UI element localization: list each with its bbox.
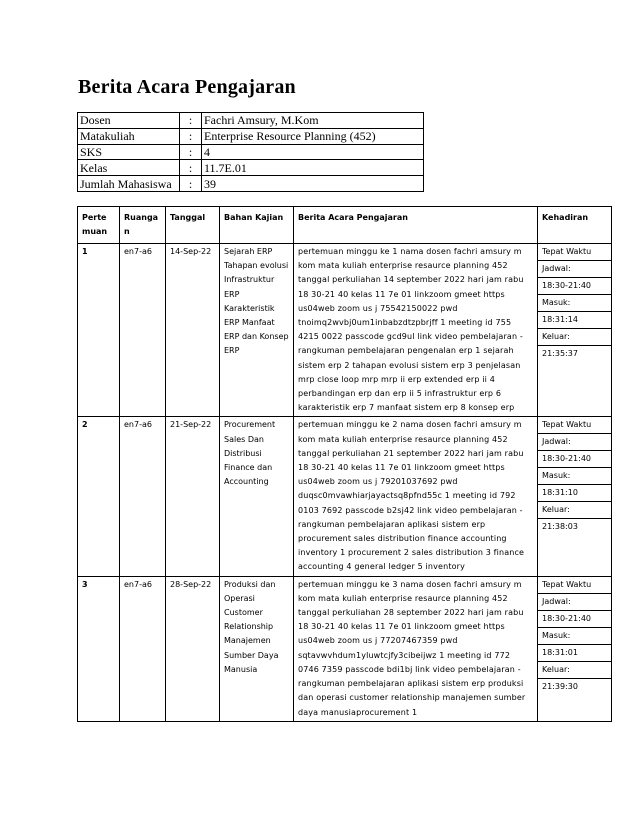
attendance-status: Tepat Waktu [538,417,611,434]
meeting-number: 1 [78,244,120,417]
course-info-table [77,112,424,192]
schedule-label: Jadwal: [538,261,611,278]
topic-cell: Produksi dan Operasi Customer Relationship Manajemen Sumber Daya Manusia [220,576,294,721]
date-cell: 28-Sep-22 [166,576,220,721]
check-out-time: 21:38:03 [542,522,578,532]
info-row [78,160,424,176]
info-separator: : [180,113,202,129]
date-cell: 21-Sep-22 [166,417,220,576]
attendance-cell [538,576,612,721]
info-separator: : [180,144,202,160]
info-label: Matakuliah [78,128,180,144]
attendance-cell [538,244,612,417]
report-cell: pertemuan minggu ke 3 nama dosen fachri amsury m kom mata kuliah enterprise resaurce planning 452 tanggal perkuliahan 28 september 2022 hari jam rabu 18 30-21 40 kelas 11 7e 01 linkzoom gmeet https us04web zoom us j 77207467359 pwd sqtavwvhdum1yluwtcjfy3cibeijwz 1 meeting id 772 0746 7359 passcode bdi1bj link video pembelajaran - rangkuman pembelajaran aplikasi sistem erp produksi dan operasi customer relationship manajemen sumber daya manusiaprocurement 1 [294,576,538,721]
attendance-cell [538,417,612,576]
date-cell: 14-Sep-22 [166,244,220,417]
schedule-time: 18:30-21:40 [538,451,611,468]
room-cell: en7-a6 [120,244,166,417]
info-label: SKS [78,144,180,160]
check-out-time: 21:35:37 [542,349,578,358]
header-berita-acara: Berita Acara Pengajaran [294,207,538,244]
meeting-number: 2 [78,417,120,576]
report-cell: pertemuan minggu ke 1 nama dosen fachri amsury m kom mata kuliah enterprise resaurce planning 452 tanggal perkuliahan 14 september 2022 hari jam rabu 18 30-21 40 kelas 11 7e 01 linkzoom gmeet https us04web zoom us j 75542150022 pwd tnoimq2wvbj0um1inbabzdtzpbrjff 1 meeting id 755 4215 0022 passcode gcd9ul link video pembelajaran - rangkuman pembelajaran pengenalan erp 1 sejarah sistem erp 2 tahapan evolusi sistem erp 3 penjelasan mrp close loop mrp mrp ii erp extended erp ii 4 perbandingan erp dan erp ii 5 infrastruktur erp 6 karakteristik erp 7 manfaat sistem erp 8 konsep erp [294,244,538,417]
check-in-time: 18:31:14 [538,312,611,329]
info-separator: : [180,160,202,176]
info-separator: : [180,176,202,192]
schedule-label: Jadwal: [538,434,611,451]
table-row [78,576,612,721]
attendance-status: Tepat Waktu [538,244,611,261]
info-value: Enterprise Resource Planning (452) [202,128,424,144]
header-bahan-kajian: Bahan Kajian [220,207,294,244]
table-row [78,417,612,576]
report-cell: pertemuan minggu ke 2 nama dosen fachri amsury m kom mata kuliah enterprise resaurce planning 452 tanggal perkuliahan 21 september 2022 hari jam rabu 18 30-21 40 kelas 11 7e 01 linkzoom gmeet https us04web zoom us j 79201037692 pwd duqsc0mvawhiarjayactsq8pfnd55c 1 meeting id 792 0103 7692 passcode b2sj42 link video pembelajaran - rangkuman pembelajaran aplikasi sistem erp procurement sales distribution finance accounting inventory 1 procurement 2 sales distribution 3 finance accounting 4 general ledger 5 inventory [294,417,538,576]
topic-cell: Procurement Sales Dan Distribusi Finance dan Accounting [220,417,294,576]
table-header-row [78,207,612,244]
header-pertemuan: Perte muan [78,207,120,244]
info-separator: : [180,128,202,144]
teaching-report-table [77,206,612,722]
check-in-label: Masuk: [538,628,611,645]
check-out-time: 21:39:30 [542,681,578,691]
info-row [78,176,424,192]
schedule-label: Jadwal: [538,594,611,611]
schedule-time: 18:30-21:40 [538,611,611,628]
info-row [78,144,424,160]
header-kehadiran: Kehadiran [538,207,612,244]
info-value: 11.7E.01 [202,160,424,176]
check-out-label: Keluar: [538,329,611,346]
topic-cell: Sejarah ERP Tahapan evolusi Infrastruktur ERP Karakteristik ERP Manfaat ERP dan Konsep ERP [220,244,294,417]
schedule-time: 18:30-21:40 [538,278,611,295]
info-label: Jumlah Mahasiswa [78,176,180,192]
info-label: Dosen [78,113,180,129]
info-value: Fachri Amsury, M.Kom [202,113,424,129]
info-value: 39 [202,176,424,192]
check-in-label: Masuk: [538,468,611,485]
info-row [78,113,424,129]
meeting-number: 3 [78,576,120,721]
info-label: Kelas [78,160,180,176]
page-title: Berita Acara Pengajaran [78,76,296,98]
check-out-label: Keluar: [538,502,611,519]
info-row [78,128,424,144]
header-ruangan: Ruanga n [120,207,166,244]
info-value: 4 [202,144,424,160]
table-row [78,244,612,417]
header-tanggal: Tanggal [166,207,220,244]
check-out-label: Keluar: [538,662,611,679]
check-in-label: Masuk: [538,295,611,312]
check-in-time: 18:31:01 [538,645,611,662]
check-in-time: 18:31:10 [538,485,611,502]
attendance-status: Tepat Waktu [538,577,611,594]
room-cell: en7-a6 [120,576,166,721]
room-cell: en7-a6 [120,417,166,576]
